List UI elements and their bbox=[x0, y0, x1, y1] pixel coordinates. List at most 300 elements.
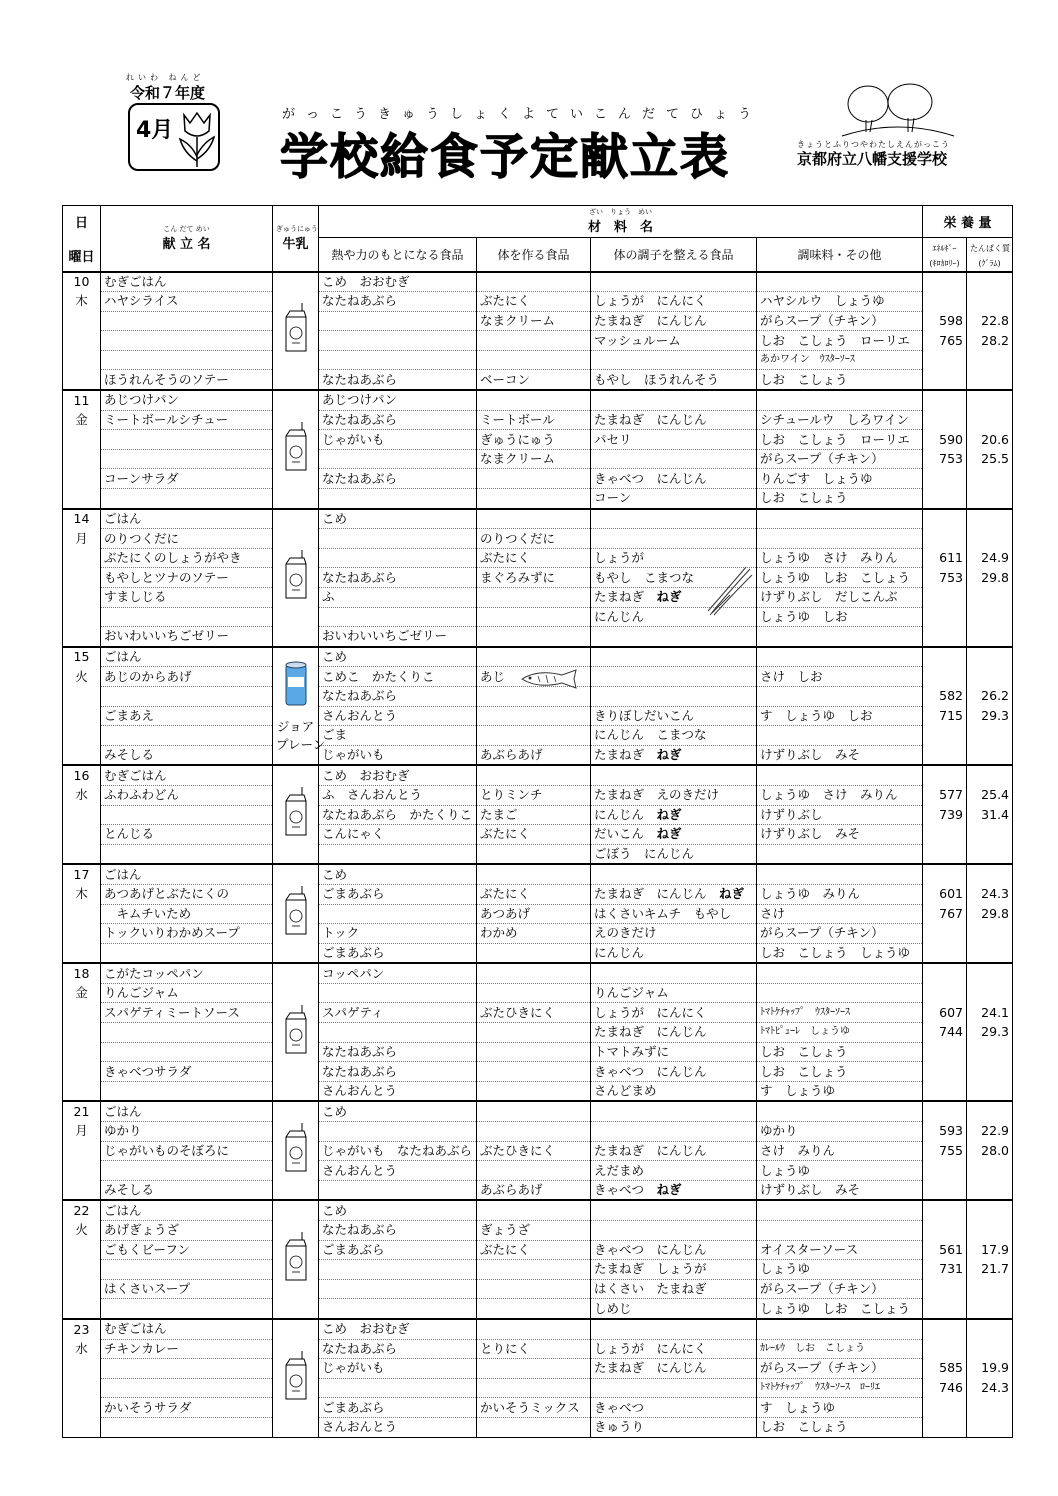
ingredient-c1: こめ おおむぎ bbox=[319, 272, 477, 292]
day-cell bbox=[63, 1003, 101, 1023]
ingredient-c3: だいこん ねぎ bbox=[591, 825, 757, 845]
table-row bbox=[63, 1378, 1013, 1398]
ingredient-c1 bbox=[319, 607, 477, 627]
ingredient-c3: きゃべつ bbox=[591, 1398, 757, 1418]
ingredient-c2 bbox=[477, 1279, 591, 1299]
milk-carton-icon bbox=[282, 785, 310, 839]
day-cell bbox=[63, 449, 101, 469]
day-weekday: 月 bbox=[63, 1122, 101, 1142]
day-date: 15 bbox=[63, 647, 101, 667]
milk-cell bbox=[273, 647, 326, 766]
ingredient-c3: きゃべつ にんじん bbox=[591, 1062, 757, 1082]
milk-label-sub: プレーン bbox=[276, 736, 326, 752]
protein-value-alt: 25.5 bbox=[967, 449, 1013, 469]
col-ingredients: 材 料 名 bbox=[588, 220, 654, 235]
col-dish-header bbox=[101, 206, 273, 272]
ingredient-c4: ﾄﾏﾄｹﾁｬｯﾌﾟ ｳｽﾀｰｿｰｽ ﾛｰﾘｴ bbox=[757, 1378, 923, 1398]
ingredient-c1: じゃがいも bbox=[319, 745, 477, 765]
ingredient-c3: たまねぎ にんじん bbox=[591, 1141, 757, 1161]
protein-cell bbox=[967, 765, 1013, 785]
energy-cell bbox=[923, 370, 967, 390]
dish-name bbox=[101, 430, 273, 450]
protein-cell bbox=[967, 292, 1013, 312]
day-cell bbox=[63, 686, 101, 706]
energy-cell bbox=[923, 765, 967, 785]
table-row bbox=[63, 1417, 1013, 1437]
highlight-text: ねぎ bbox=[719, 886, 745, 902]
dish-name bbox=[101, 844, 273, 864]
table-row bbox=[63, 844, 1013, 864]
ingredient-c2: ぶたにく bbox=[477, 548, 591, 568]
ingredient-c2 bbox=[477, 1101, 591, 1121]
ingredient-c3: きゃべつ にんじん bbox=[591, 1240, 757, 1260]
dish-name: ぶたにくのしょうがやき bbox=[101, 548, 273, 568]
protein-value: 22.8 bbox=[967, 311, 1013, 331]
table-row bbox=[63, 1339, 1013, 1359]
ingredient-c4 bbox=[757, 1101, 923, 1121]
dish-name: じゃがいものそぼろに bbox=[101, 1141, 273, 1161]
protein-value: 26.2 bbox=[967, 686, 1013, 706]
energy-cell bbox=[923, 1417, 967, 1437]
dish-name: とんじる bbox=[101, 825, 273, 845]
ingredient-c2: ミートボール bbox=[477, 410, 591, 430]
ingredient-c3 bbox=[591, 509, 757, 529]
protein-cell bbox=[967, 350, 1013, 370]
day-cell bbox=[63, 1359, 101, 1379]
ingredient-c1: ごまあぶら bbox=[319, 943, 477, 963]
milk-carton-icon bbox=[282, 301, 310, 355]
ingredient-c2 bbox=[477, 1200, 591, 1220]
title-ruby: がっこうきゅうしょくよていこんだてひょう bbox=[282, 107, 763, 122]
leek-illustration bbox=[706, 565, 754, 617]
dish-name bbox=[101, 1081, 273, 1101]
milk-carton-icon bbox=[282, 1003, 310, 1057]
dish-name: はくさいスープ bbox=[101, 1279, 273, 1299]
ingredient-c2 bbox=[477, 1319, 591, 1339]
ingredient-c1 bbox=[319, 904, 477, 924]
day-cell bbox=[63, 1378, 101, 1398]
ingredient-c3 bbox=[591, 1319, 757, 1339]
ingredient-c4 bbox=[757, 864, 923, 884]
ingredient-c4: ﾄﾏﾄｹﾁｬｯﾌﾟ ｳｽﾀｰｿｰｽ bbox=[757, 1003, 923, 1023]
ingredient-c3 bbox=[591, 686, 757, 706]
ingredient-c3: しょうが にんにく bbox=[591, 1339, 757, 1359]
ingredient-c2 bbox=[477, 1417, 591, 1437]
dish-name: チキンカレー bbox=[101, 1339, 273, 1359]
protein-cell bbox=[967, 410, 1013, 430]
day-date: 18 bbox=[63, 963, 101, 983]
protein-value-alt: 28.0 bbox=[967, 1141, 1013, 1161]
ingredient-c4 bbox=[757, 726, 923, 746]
ingredient-c2 bbox=[477, 1359, 591, 1379]
ingredient-c4: しお こしょう bbox=[757, 1417, 923, 1437]
highlight-text: ねぎ bbox=[656, 826, 682, 842]
energy-cell bbox=[923, 469, 967, 489]
ingredient-c3: たまねぎ にんじん bbox=[591, 1359, 757, 1379]
milk-carton-icon bbox=[282, 884, 310, 938]
table-row bbox=[63, 963, 1013, 983]
energy-cell bbox=[923, 1319, 967, 1339]
school-name: 京都府立八幡支援学校 bbox=[797, 150, 948, 168]
day-cell bbox=[63, 726, 101, 746]
table-row bbox=[63, 1161, 1013, 1181]
dish-name: りんごジャム bbox=[101, 983, 273, 1003]
ingredient-c1: なたねあぶら bbox=[319, 686, 477, 706]
ingredient-c3: にんじん bbox=[591, 943, 757, 963]
dish-name: ごはん bbox=[101, 864, 273, 884]
dish-name: ごはん bbox=[101, 1200, 273, 1220]
col-nutrition-header bbox=[923, 206, 1013, 238]
ingredient-c4: しょうゆ bbox=[757, 1161, 923, 1181]
protein-cell bbox=[967, 1339, 1013, 1359]
ingredient-c3: さんどまめ bbox=[591, 1081, 757, 1101]
table-row bbox=[63, 983, 1013, 1003]
protein-cell bbox=[967, 1101, 1013, 1121]
ingredient-c4 bbox=[757, 1200, 923, 1220]
energy-value-alt: 731 bbox=[923, 1260, 967, 1280]
ingredient-c4: がらスープ（チキン） bbox=[757, 1279, 923, 1299]
table-row bbox=[63, 785, 1013, 805]
dish-name: ごもくビーフン bbox=[101, 1240, 273, 1260]
energy-value-alt: 746 bbox=[923, 1378, 967, 1398]
ingredient-c4: さけ みりん bbox=[757, 1141, 923, 1161]
table-row bbox=[63, 430, 1013, 450]
protein-cell bbox=[967, 469, 1013, 489]
ingredient-c4: しお こしょう bbox=[757, 1062, 923, 1082]
dish-name: ミートボールシチュー bbox=[101, 410, 273, 430]
ingredient-c1: なたねあぶら bbox=[319, 1042, 477, 1062]
ingredient-c1: こめ おおむぎ bbox=[319, 765, 477, 785]
ingredient-c4: ｶﾚｰﾙｳ しお こしょう bbox=[757, 1339, 923, 1359]
ingredient-c2 bbox=[477, 272, 591, 292]
ingredient-c1: こんにゃく bbox=[319, 825, 477, 845]
energy-cell bbox=[923, 1221, 967, 1241]
day-weekday: 木 bbox=[63, 292, 101, 312]
ingredient-c1 bbox=[319, 1023, 477, 1043]
energy-value: 593 bbox=[923, 1122, 967, 1142]
day-cell bbox=[63, 904, 101, 924]
page-title: 学校給食予定献立表 bbox=[280, 129, 731, 185]
ingredient-c3: しょうが にんにく bbox=[591, 1003, 757, 1023]
dish-name bbox=[101, 1260, 273, 1280]
ingredient-c2: あじ bbox=[477, 667, 591, 687]
ingredient-c4: けずりぶし bbox=[757, 805, 923, 825]
table-row bbox=[63, 864, 1013, 884]
protein-value: 24.9 bbox=[967, 548, 1013, 568]
ingredient-c4: しお こしょう bbox=[757, 489, 923, 509]
ingredient-c1: なたねあぶら bbox=[319, 292, 477, 312]
dish-name bbox=[101, 489, 273, 509]
col-energy-unit: (ｷﾛｶﾛﾘｰ) bbox=[929, 259, 960, 269]
energy-value-alt: 744 bbox=[923, 1023, 967, 1043]
day-cell bbox=[63, 469, 101, 489]
ingredient-c2: ぶたにく bbox=[477, 825, 591, 845]
dish-name: みそしる bbox=[101, 745, 273, 765]
ingredient-c3: ごぼう にんじん bbox=[591, 844, 757, 864]
ingredient-c2 bbox=[477, 469, 591, 489]
ingredient-c1: なたねあぶら かたくりこ bbox=[319, 805, 477, 825]
table-row bbox=[63, 1398, 1013, 1418]
col-day-header bbox=[63, 206, 101, 272]
ingredient-c1 bbox=[319, 983, 477, 1003]
day-date: 17 bbox=[63, 864, 101, 884]
ingredient-c2 bbox=[477, 331, 591, 351]
table-row bbox=[63, 449, 1013, 469]
milk-cell bbox=[273, 864, 319, 963]
trees-icon bbox=[838, 82, 958, 140]
dish-name: スパゲティミートソース bbox=[101, 1003, 273, 1023]
day-cell bbox=[63, 1180, 101, 1200]
energy-value: 598 bbox=[923, 311, 967, 331]
ingredient-c4: しょうゆ しお こしょう bbox=[757, 568, 923, 588]
ingredient-c2: まぐろみずに bbox=[477, 568, 591, 588]
table-row bbox=[63, 726, 1013, 746]
table-row bbox=[63, 1122, 1013, 1142]
protein-cell bbox=[967, 963, 1013, 983]
milk-carton-icon bbox=[282, 420, 310, 474]
highlight-text: ねぎ bbox=[656, 589, 682, 605]
ingredient-c4: けずりぶし みそ bbox=[757, 825, 923, 845]
protein-cell bbox=[967, 1042, 1013, 1062]
energy-cell bbox=[923, 667, 967, 687]
protein-value: 24.1 bbox=[967, 1003, 1013, 1023]
day-cell bbox=[63, 805, 101, 825]
dish-name: かいそうサラダ bbox=[101, 1398, 273, 1418]
ingredient-c3: トマトみずに bbox=[591, 1042, 757, 1062]
ingredient-c1: こめ bbox=[319, 647, 477, 667]
ingredient-c1: こめ おおむぎ bbox=[319, 1319, 477, 1339]
ingredient-c1 bbox=[319, 449, 477, 469]
ingredient-c1: さんおんとう bbox=[319, 1161, 477, 1181]
energy-value-alt: 753 bbox=[923, 568, 967, 588]
ingredient-c3: たまねぎ ねぎ bbox=[591, 588, 757, 608]
yogurt-drink-icon bbox=[282, 659, 310, 713]
ingredient-c3: たまねぎ ねぎ bbox=[591, 745, 757, 765]
day-cell bbox=[63, 1042, 101, 1062]
protein-value-alt: 24.3 bbox=[967, 1378, 1013, 1398]
ingredient-c1 bbox=[319, 350, 477, 370]
ingredient-c1: なたねあぶら bbox=[319, 568, 477, 588]
ingredient-c1 bbox=[319, 311, 477, 331]
col-nutrition: 栄 養 量 bbox=[943, 216, 992, 231]
table-row bbox=[63, 588, 1013, 608]
dish-name: あじのからあげ bbox=[101, 667, 273, 687]
ingredient-c3 bbox=[591, 272, 757, 292]
table-row bbox=[63, 509, 1013, 529]
table-row bbox=[63, 805, 1013, 825]
energy-cell bbox=[923, 272, 967, 292]
table-row bbox=[63, 745, 1013, 765]
col-ingredients-header bbox=[319, 206, 923, 238]
ingredient-c4 bbox=[757, 963, 923, 983]
month-label: 4月 bbox=[136, 118, 174, 143]
ingredient-c2: ぶたにく bbox=[477, 292, 591, 312]
day-cell bbox=[63, 924, 101, 944]
protein-cell bbox=[967, 1279, 1013, 1299]
energy-cell bbox=[923, 1062, 967, 1082]
protein-value-alt: 29.3 bbox=[967, 1023, 1013, 1043]
protein-cell bbox=[967, 1200, 1013, 1220]
ingredient-c2: ぶたにく bbox=[477, 884, 591, 904]
table-row bbox=[63, 489, 1013, 509]
col-c3: 体の調子を整える食品 bbox=[591, 238, 757, 272]
table-row bbox=[63, 272, 1013, 292]
ingredient-c1: なたねあぶら bbox=[319, 370, 477, 390]
ingredient-c1: ごまあぶら bbox=[319, 1398, 477, 1418]
energy-cell bbox=[923, 1200, 967, 1220]
table-row bbox=[63, 1221, 1013, 1241]
ingredient-c1 bbox=[319, 1180, 477, 1200]
ingredient-c3 bbox=[591, 390, 757, 410]
protein-cell bbox=[967, 1081, 1013, 1101]
ingredient-c4: しょうゆ さけ みりん bbox=[757, 548, 923, 568]
day-weekday: 木 bbox=[63, 884, 101, 904]
protein-value: 22.9 bbox=[967, 1122, 1013, 1142]
dish-name: むぎごはん bbox=[101, 1319, 273, 1339]
protein-value-alt: 28.2 bbox=[967, 331, 1013, 351]
protein-cell bbox=[967, 529, 1013, 549]
ingredient-c2: ぶたひきにく bbox=[477, 1003, 591, 1023]
dish-name: ハヤシライス bbox=[101, 292, 273, 312]
ingredient-c2 bbox=[477, 489, 591, 509]
ingredient-c4: さけ しお bbox=[757, 667, 923, 687]
ingredient-c1: ごま bbox=[319, 726, 477, 746]
ingredient-c1: スパゲティ bbox=[319, 1003, 477, 1023]
fiscal-year: 令和７年度 bbox=[130, 84, 206, 102]
protein-cell bbox=[967, 726, 1013, 746]
ingredient-c4: しょうゆ しお bbox=[757, 607, 923, 627]
protein-cell bbox=[967, 745, 1013, 765]
col-day: 日 bbox=[74, 215, 88, 231]
dish-name: もやしとツナのソテー bbox=[101, 568, 273, 588]
ingredient-c4 bbox=[757, 509, 923, 529]
ingredient-c3: もやし ほうれんそう bbox=[591, 370, 757, 390]
ingredient-c1: じゃがいも bbox=[319, 430, 477, 450]
ingredient-c1 bbox=[319, 1260, 477, 1280]
ingredient-c3: きゃべつ にんじん bbox=[591, 469, 757, 489]
milk-cell bbox=[273, 1200, 319, 1319]
energy-cell bbox=[923, 627, 967, 647]
ingredient-c4: けずりぶし だしこんぶ bbox=[757, 588, 923, 608]
ingredient-c2 bbox=[477, 1062, 591, 1082]
table-row bbox=[63, 706, 1013, 726]
day-weekday: 水 bbox=[63, 785, 101, 805]
day-cell bbox=[63, 1260, 101, 1280]
protein-value: 20.6 bbox=[967, 430, 1013, 450]
protein-value: 19.9 bbox=[967, 1359, 1013, 1379]
energy-cell bbox=[923, 529, 967, 549]
ingredient-c1: なたねあぶら bbox=[319, 469, 477, 489]
ingredient-c3: しめじ bbox=[591, 1299, 757, 1319]
protein-cell bbox=[967, 983, 1013, 1003]
ingredient-c4: けずりぶし みそ bbox=[757, 745, 923, 765]
ingredient-c3: たまねぎ しょうが bbox=[591, 1260, 757, 1280]
energy-cell bbox=[923, 726, 967, 746]
ingredient-c4: しょうゆ さけ みりん bbox=[757, 785, 923, 805]
col-milk: 牛乳 bbox=[282, 236, 309, 252]
milk-cell bbox=[273, 272, 319, 391]
ingredient-c2 bbox=[477, 390, 591, 410]
ingredient-c4 bbox=[757, 647, 923, 667]
ingredient-c4: しお こしょう ローリエ bbox=[757, 331, 923, 351]
day-cell bbox=[63, 943, 101, 963]
ingredient-c4: しお こしょう しょうゆ bbox=[757, 943, 923, 963]
energy-value-alt: 767 bbox=[923, 904, 967, 924]
energy-value-alt: 739 bbox=[923, 805, 967, 825]
energy-value-alt: 755 bbox=[923, 1141, 967, 1161]
energy-cell bbox=[923, 1299, 967, 1319]
energy-value: 577 bbox=[923, 785, 967, 805]
milk-carton-icon bbox=[282, 1230, 310, 1284]
day-cell bbox=[63, 1081, 101, 1101]
energy-cell bbox=[923, 1339, 967, 1359]
ingredient-c4: けずりぶし みそ bbox=[757, 1180, 923, 1200]
dish-name bbox=[101, 1023, 273, 1043]
ingredient-c3: たまねぎ にんじん bbox=[591, 311, 757, 331]
menu-table bbox=[62, 205, 1013, 1438]
dish-name: ごはん bbox=[101, 1101, 273, 1121]
ingredient-c2: ぎゅうにゅう bbox=[477, 430, 591, 450]
day-date: 21 bbox=[63, 1101, 101, 1121]
dish-name bbox=[101, 1299, 273, 1319]
day-weekday: 月 bbox=[63, 529, 101, 549]
dish-name: すましじる bbox=[101, 588, 273, 608]
ingredient-c1: こめこ かたくりこ bbox=[319, 667, 477, 687]
dish-name bbox=[101, 350, 273, 370]
day-cell bbox=[63, 844, 101, 864]
energy-cell bbox=[923, 292, 967, 312]
col-energy-label: ｴﾈﾙｷﾞｰ bbox=[932, 244, 957, 254]
ingredient-c4: オイスターソース bbox=[757, 1240, 923, 1260]
ingredient-c1: さんおんとう bbox=[319, 1417, 477, 1437]
table-row bbox=[63, 884, 1013, 904]
energy-cell bbox=[923, 390, 967, 410]
table-row bbox=[63, 1359, 1013, 1379]
protein-cell bbox=[967, 370, 1013, 390]
energy-cell bbox=[923, 509, 967, 529]
energy-cell bbox=[923, 350, 967, 370]
ingredient-c1 bbox=[319, 1299, 477, 1319]
ingredient-c4: す しょうゆ しお bbox=[757, 706, 923, 726]
ingredient-c2: ぶたにく bbox=[477, 1240, 591, 1260]
energy-cell bbox=[923, 410, 967, 430]
milk-cell bbox=[273, 509, 319, 647]
ingredient-c4 bbox=[757, 627, 923, 647]
month-box bbox=[128, 103, 220, 171]
energy-cell bbox=[923, 924, 967, 944]
highlight-text: ねぎ bbox=[656, 806, 682, 822]
table-row bbox=[63, 311, 1013, 331]
dish-name: むぎごはん bbox=[101, 272, 273, 292]
protein-cell bbox=[967, 1180, 1013, 1200]
milk-label: ジョア bbox=[276, 718, 315, 734]
table-row bbox=[63, 1042, 1013, 1062]
dish-name bbox=[101, 686, 273, 706]
ingredient-c2 bbox=[477, 509, 591, 529]
ingredient-c4: りんごす しょうゆ bbox=[757, 469, 923, 489]
day-cell bbox=[63, 1023, 101, 1043]
ingredient-c2: ぶたひきにく bbox=[477, 1141, 591, 1161]
ingredient-c2: あつあげ bbox=[477, 904, 591, 924]
ingredient-c3: えのきだけ bbox=[591, 924, 757, 944]
ingredient-c3 bbox=[591, 1122, 757, 1142]
day-cell bbox=[63, 568, 101, 588]
table-row bbox=[63, 410, 1013, 430]
protein-cell bbox=[967, 647, 1013, 667]
ingredient-c4 bbox=[757, 983, 923, 1003]
ingredient-c2 bbox=[477, 588, 591, 608]
energy-cell bbox=[923, 1398, 967, 1418]
